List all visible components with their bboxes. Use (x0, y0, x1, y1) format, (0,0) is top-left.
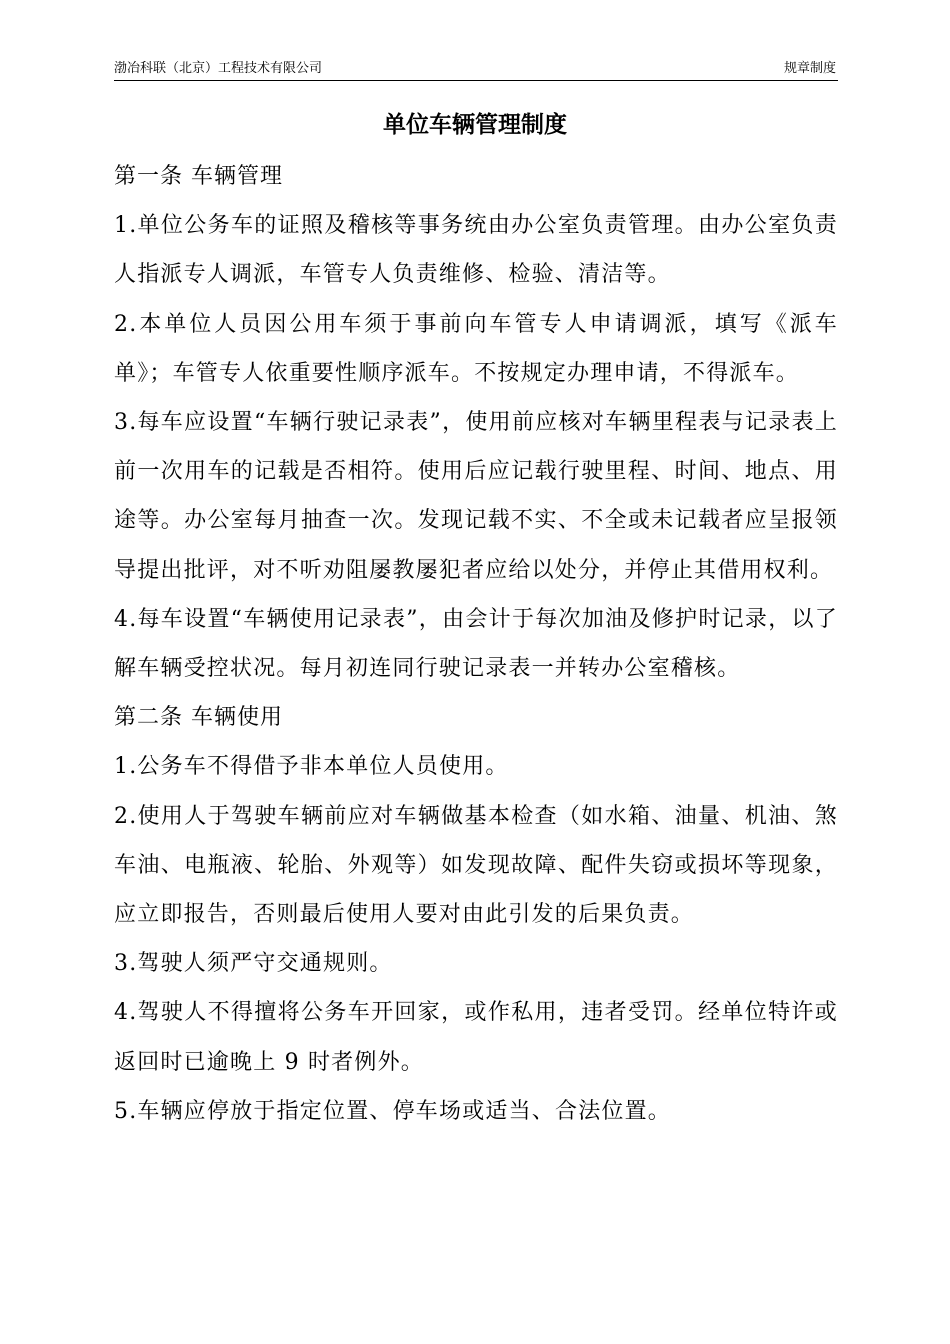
section-heading-vehicle-management: 第一条 车辆管理 (114, 164, 283, 189)
section-heading-vehicle-usage: 第二条 车辆使用 (114, 705, 283, 731)
document-title: 单位车辆管理制度 (383, 112, 567, 138)
paragraph: 3.每车应设置“车辆行驶记录表”，使用前应核对车辆里程表与记录表上前一次用车的记载是否相符。使用后应记载行驶里程、时间、地点、用途等。办公室每月抽查一次。发现记载不实、不全或未记载者应呈报领导提出批评，对不听劝阻屡教屡犯者应给以处分，并停止其借用权利。 (114, 410, 838, 583)
document-category: 规章制度 (783, 61, 836, 76)
document-body (114, 152, 838, 1136)
paragraph: 2.使用人于驾驶车辆前应对车辆做基本检查（如水箱、油量、机油、煞车油、电瓶液、轮胎、外观等）如发现故障、配件失窃或损坏等现象，应立即报告，否则最后使用人要对由此引发的后果负责。 (114, 803, 838, 928)
paragraph: 1.公务车不得借予非本单位人员使用。 (114, 754, 509, 780)
paragraph: 2.本单位人员因公用车须于事前向车管专人申请调派，填写《派车单》；车管专人依重要性顺序派车。不按规定办理申请，不得派车。 (114, 311, 838, 386)
paragraph: 4.每车设置“车辆使用记录表”，由会计于每次加油及修护时记录，以了解车辆受控状况。每月初连同行驶记录表一并转办公室稽核。 (114, 606, 838, 682)
paragraph: 1.单位公务车的证照及稽核等事务统由办公室负责管理。由办公室负责人指派专人调派，车管专人负责维修、检验、清洁等。 (114, 213, 838, 288)
company-name: 渤冶科联（北京）工程技术有限公司 (114, 61, 323, 76)
paragraph: 5.车辆应停放于指定位置、停车场或适当、合法位置。 (114, 1098, 671, 1124)
paragraph: 4.驾驶人不得擅将公务车开回家，或作私用，违者受罚。经单位特许或返回时已逾晚上 9 时者例外。 (114, 1000, 838, 1075)
paragraph: 3.驾驶人须严守交通规则。 (114, 951, 393, 977)
page-header (114, 58, 838, 81)
